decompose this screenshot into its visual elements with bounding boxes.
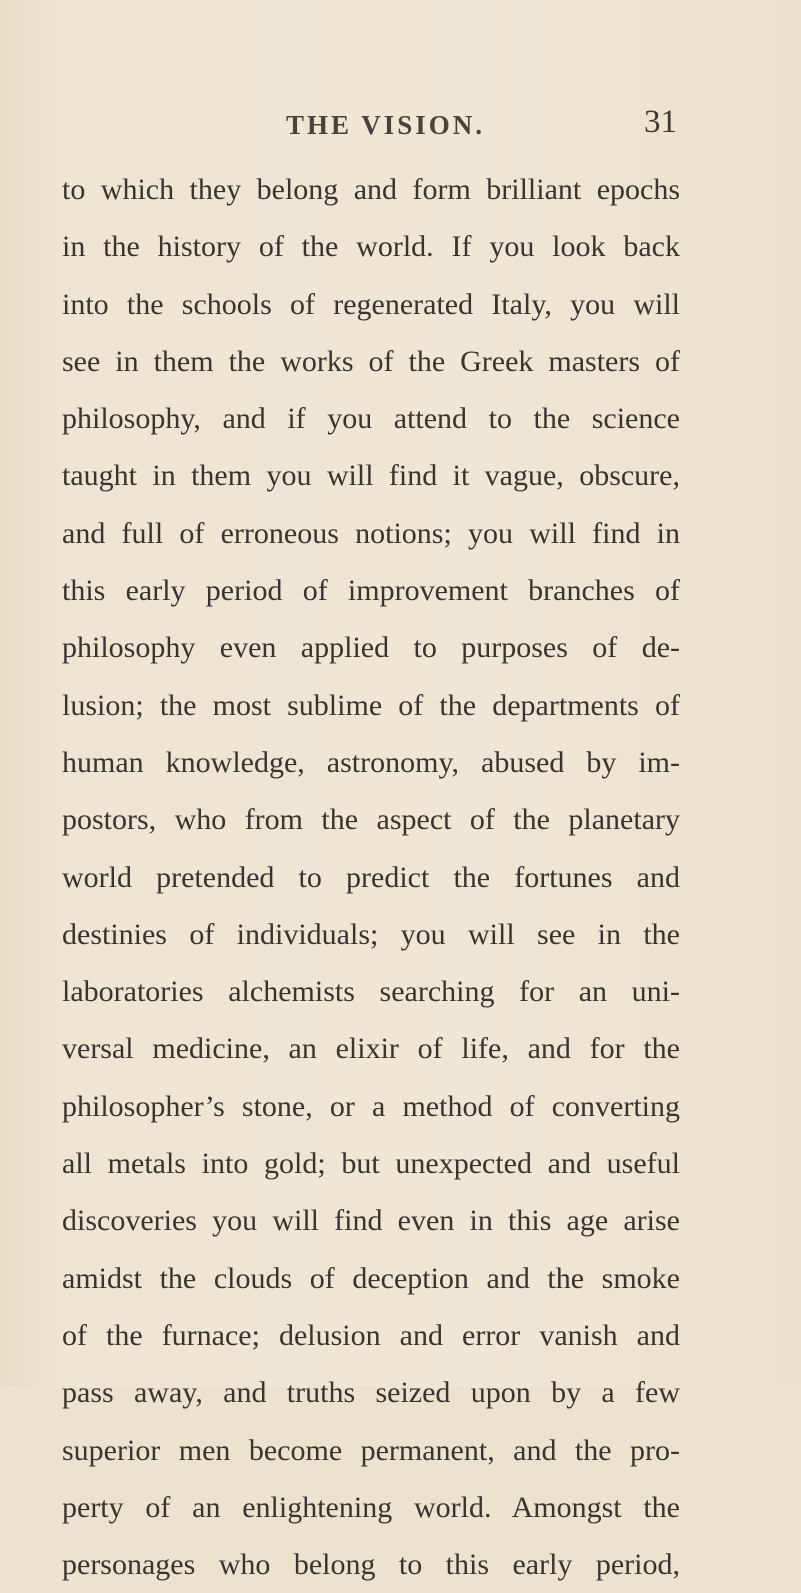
text-line: philosophy even applied to purposes of de- [62, 631, 680, 665]
text-line: personages who belong to this early period, [62, 1548, 680, 1582]
text-line: philosophy, and if you attend to the science [62, 402, 680, 436]
text-line: discoveries you will find even in this age arise [62, 1204, 680, 1238]
page-header [0, 104, 801, 148]
text-line: all metals into gold; but unexpected and useful [62, 1147, 680, 1181]
text-line: laboratories alchemists searching for an uni- [62, 975, 680, 1009]
text-line: philosopher’s stone, or a method of converting [62, 1089, 680, 1123]
text-line: lusion; the most sublime of the departments of [62, 688, 680, 722]
page-number: 31 [644, 104, 677, 140]
text-line: taught in them you will find it vague, obscure, [62, 459, 680, 493]
text-line: in the history of the world. If you look back [62, 230, 680, 264]
text-line: superior men become permanent, and the pro- [62, 1433, 680, 1467]
text-line: to which they belong and form brilliant epochs [62, 173, 680, 206]
text-line: perty of an enlightening world. Amongst the [62, 1490, 680, 1524]
text-line: destinies of individuals; you will see in the [62, 917, 680, 951]
text-line: pass away, and truths seized upon by a few [62, 1376, 680, 1410]
text-line: and full of erroneous notions; you will find in [62, 516, 680, 550]
body-text [62, 161, 680, 1593]
text-line: of the furnace; delusion and error vanish and [62, 1318, 680, 1352]
text-line: see in them the works of the Greek masters of [62, 344, 680, 378]
text-line: amidst the clouds of deception and the smoke [62, 1261, 680, 1295]
text-line: postors, who from the aspect of the planetary [62, 803, 680, 837]
text-line: versal medicine, an elixir of life, and for the [62, 1032, 680, 1066]
text-line: this early period of improvement branches of [62, 574, 680, 608]
text-line: human knowledge, astronomy, abused by im- [62, 745, 680, 779]
text-line: world pretended to predict the fortunes and [62, 860, 680, 894]
text-line: into the schools of regenerated Italy, you will [62, 287, 680, 321]
running-title: THE VISION. [286, 110, 486, 140]
